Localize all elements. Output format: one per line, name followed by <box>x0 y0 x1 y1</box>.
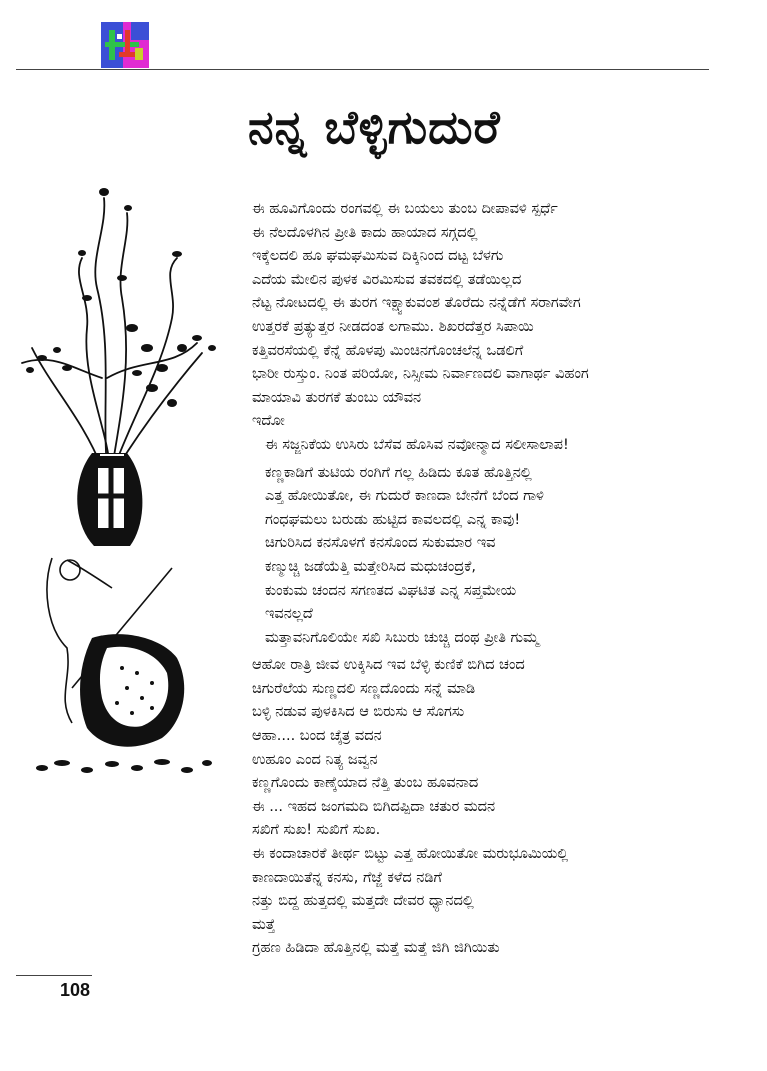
poem-line: ಸಖಿಗೆ ಸುಖ! ಸುಖಿಗೆ ಸುಖ. <box>252 822 381 839</box>
poem-line: ಈ ಸಜ್ಜನಿಕೆಯ ಉಸಿರು ಬೆಸೆವ ಹೊಸಿವ ನವೋನ್ಮಾದ ಸಲೀಸಾಲಾಪ! <box>265 436 569 453</box>
poem-line: ಆಹೋ ರಾತ್ರಿ ಜೀವ ಉಕ್ಕಿಸಿದ ಇವ ಬೆಳ್ಳಿ ಕುಣಿಕೆ ಬಿಗಿದ ಚಂದ <box>252 657 525 674</box>
page-number: 108 <box>60 980 91 1000</box>
poem-line: ಕಣ್ಣಕಾಡಿಗೆ ತುಟಿಯ ರಂಗಿಗೆ ಗಲ್ಲ ಹಿಡಿದು ಕೂತ ಹೊತ್ತಿನಲ್ಲಿ <box>265 464 532 481</box>
poem-line: ಎತ್ತ ಹೋಯಿತೋ, ಈ ಗುದುರೆ ಕಾಣದಾ ಬೇನೆಗೆ ಬೆಂದ ಗಾಳಿ <box>265 488 544 505</box>
poem-line: ಈ ಹೂವಿಗೊಂದು ರಂಗವಲ್ಲಿ ಈ ಬಯಲು ತುಂಬ ದೀಪಾವಳಿ ಸ್ಪರ್ಧೆ <box>252 201 558 217</box>
vase-and-veena-player-illustration <box>12 178 217 778</box>
poem-line: ಕಾಣದಾಯಿತೆನ್ನ ಕನಸು, ಗೆಜ್ಜೆ ಕಳೆದ ನಡಿಗೆ <box>252 869 442 886</box>
poem-line: ಚಿಗುರೆಲೆಯ ಸುಣ್ಣದಲಿ ಸಣ್ಣದೊಂದು ಸನ್ನೆ ಮಾಡಿ <box>252 680 476 697</box>
top-rule <box>16 69 709 70</box>
poem-line: ಮತ್ತೆ <box>252 916 276 933</box>
poem-line: ಬಳ್ಳಿ ನಡುವ ಪುಳಕಿಸಿದ ಆ ಬಿರುಸು ಆ ಸೊಗಸು <box>252 704 465 721</box>
page-title: ನನ್ನ ಬೆಳ್ಳಿಗುದುರೆ <box>248 100 501 154</box>
poem-body <box>252 198 712 961</box>
poem-line: ಗ್ರಹಣ ಹಿಡಿದಾ ಹೊತ್ತಿನಲ್ಲಿ ಮತ್ತೆ ಮತ್ತೆ ಜಿಗಿ ಜಿಗಿಯಿತು <box>252 940 500 957</box>
poem-line: ಮಾಯಾವಿ ತುರಗಕೆ ತುಂಬು ಯೌವನ <box>252 389 422 406</box>
poem-line: ಮತ್ತಾವನಿಗೊಲಿಯೇ ಸಖಿ ಸಿಬುರು ಚುಚ್ಚಿ ದಂಥ ಪ್ರೀತಿ ಗುಮ್ಮ <box>265 629 539 646</box>
poem-line: ಇದೋ <box>252 413 285 430</box>
poem-line: ಗಂಧಘಮಲು ಬರುಡು ಹುಟ್ಟಿದ ಕಾವಲದಲ್ಲಿ ಎನ್ನ ಕಾವು! <box>265 511 521 528</box>
poem-line: ಚಿಗುರಿಸಿದ ಕನಸೊಳಗೆ ಕನಸೊಂದ ಸುಕುಮಾರ ಇವ <box>265 535 496 552</box>
poem-line: ಕುಂಕುಮ ಚಂದನ ಸಗಣತದ ವಿಘಟಿತ ಎನ್ನ ಸಪ್ತಮೇಯ <box>265 582 517 599</box>
poem-line: ಉಹೂಂ ಎಂದ ನಿತ್ಯ ಜವ್ವನ <box>252 751 378 768</box>
poem-line: ಈ ನೆಲದೊಳಗಿನ ಪ್ರೀತಿ ಕಾದು ಹಾಯಾದ ಸಗ್ಗದಲ್ಲಿ <box>252 224 478 241</box>
poem-line: ಈ ... ಇಹದ ಜಂಗಮದಿ ಬಿಗಿದಪ್ಪಿದಾ ಚತುರ ಮದನ <box>252 798 496 815</box>
footer-rule <box>16 975 92 976</box>
poem-line: ಭಾರೀ ರುಸ್ತುಂ. ನಿಂತ ಪರಿಯೋ, ನಿಸ್ಸೀಮ ನಿರ್ವಾಣದಲಿ ವಾಗಾರ್ಥ ವಿಹಂಗ <box>252 366 589 383</box>
poem-line: ಇವನಲ್ಲದೆ <box>265 606 313 623</box>
poem-line: ಆಹಾ.... ಬಂದ ಚೈತ್ರ ವದನ <box>252 728 382 745</box>
poem-line: ನೆಟ್ಟ ನೋಟದಲ್ಲಿ ಈ ತುರಗ ಇಕ್ಷ್ವಾಕುವಂಶ ತೊರೆದು ನನ್ನೆಡೆಗೆ ಸರಾಗವೇಗ <box>252 295 581 312</box>
poem-line: ಎದೆಯ ಮೇಲಿನ ಪುಳಕ ವಿರಮಿಸುವ ತವಕದಲ್ಲಿ ತಡೆಯಿಲ್ಲದ <box>252 271 522 288</box>
poem-line: ಉತ್ತರಕೆ ಪ್ರತ್ಯುತ್ತರ ನೀಡದಂತ ಲಗಾಮು. ಶಿಖರದೆತ್ತರ ಸಿಪಾಯಿ <box>252 318 534 335</box>
poem-line: ಕಣ್ಮುಚ್ಚಿ ಜಡೆಯೆತ್ತಿ ಮತ್ತೇರಿಸಿದ ಮಧುಚಂದ್ರಕೆ, <box>265 558 476 575</box>
poem-line: ಇಕ್ಕೆಲದಲಿ ಹೂ ಘಮಘಮಿಸುವ ದಿಕ್ಕಿನಿಂದ ದಟ್ಟ ಬೆಳಗು <box>252 248 504 265</box>
poem-line: ಕಣ್ಣಗೊಂದು ಕಾಣ್ಕೆಯಾದ ನೆತ್ತಿ ತುಂಬ ಹೂವನಾದ <box>252 775 479 792</box>
magazine-logo-icon <box>101 22 149 68</box>
poem-line: ಈ ಕಂದಾಚಾರಕೆ ತೀರ್ಥ ಬಿಟ್ಟು ಎತ್ತ ಹೋಯಿತೋ ಮರುಭೂಮಿಯಲ್ಲಿ <box>252 846 569 863</box>
poem-line: ನತ್ತು ಬಿದ್ದ ಹುತ್ತದಲ್ಲಿ ಮತ್ತದೇ ದೇವರ ಧ್ಯಾನದಲ್ಲಿ <box>252 893 474 910</box>
poem-line: ಕತ್ತಿವರಸೆಯಲ್ಲಿ ಕೆನ್ನೆ ಹೊಳಪು ಮಿಂಚಿನಗೊಂಚಲೆನ್ನ ಒಡಲಿಗೆ <box>252 342 524 359</box>
